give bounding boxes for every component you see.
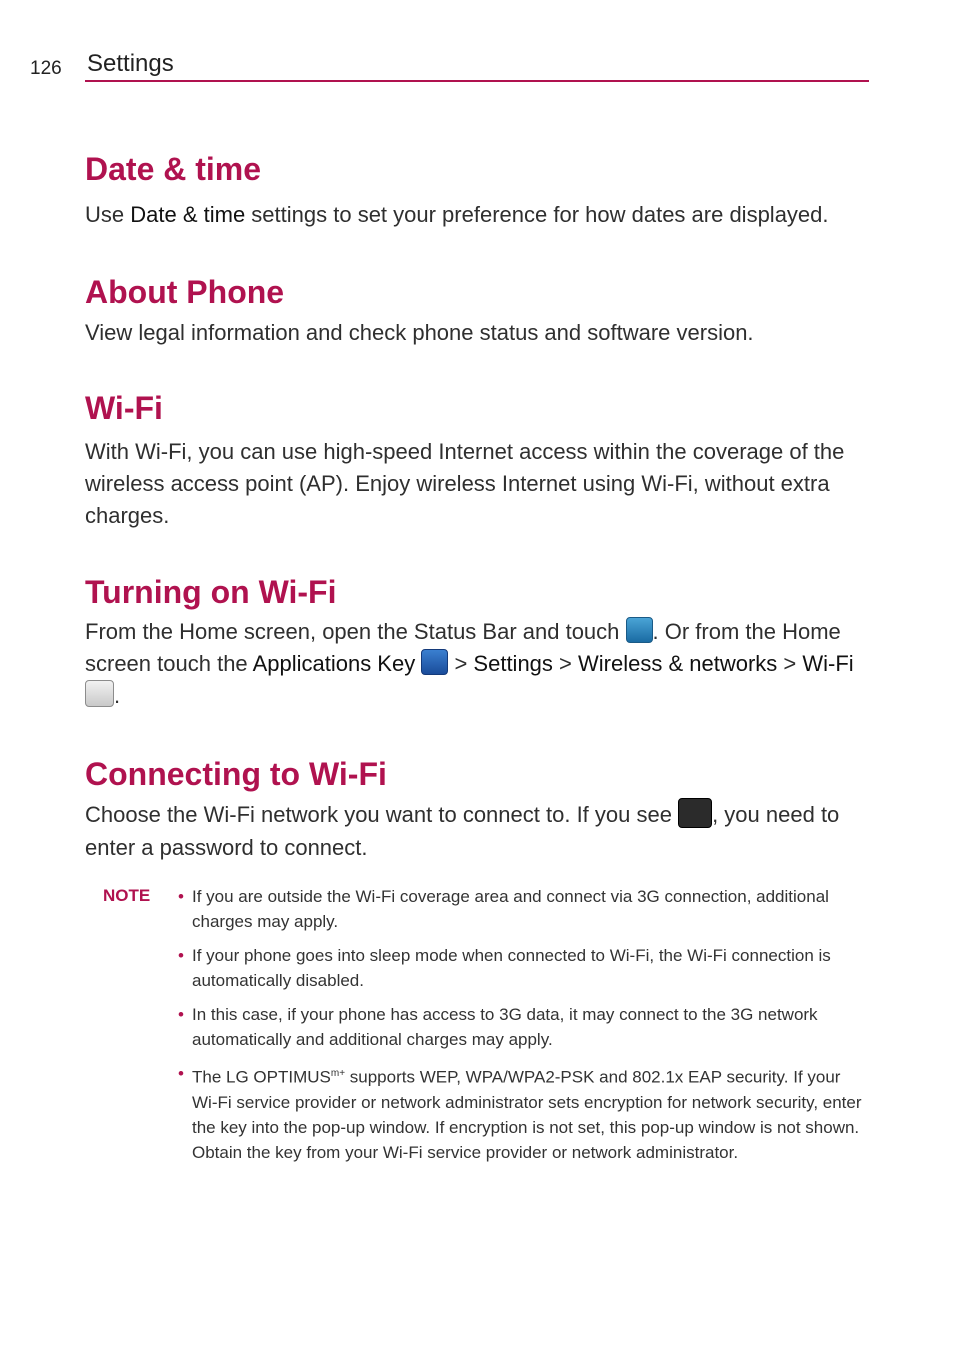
about-phone-body: View legal information and check phone status and software version. xyxy=(85,320,754,345)
date-time-heading: Date & time xyxy=(85,151,262,187)
checkbox-icon xyxy=(85,680,114,707)
section-label: Settings xyxy=(87,50,174,77)
page-number: 126 xyxy=(30,58,62,79)
about-phone-heading: About Phone xyxy=(85,274,285,310)
note-label: NOTE xyxy=(103,886,151,905)
wifi-heading: Wi-Fi xyxy=(85,390,163,426)
turning-on-wifi-heading: Turning on Wi-Fi xyxy=(85,574,337,610)
note-item: • If you are outside the Wi-Fi coverage area and connect via 3G connection, additional charges may apply. xyxy=(178,887,829,931)
date-time-body: Use Date & time settings to set your preference for how dates are displayed. xyxy=(85,202,829,227)
connecting-to-wifi-body: Choose the Wi-Fi network you want to connect to. If you see , you need to enter a password to connect. xyxy=(85,798,869,864)
wifi-body: With Wi-Fi, you can use high-speed Internet access within the coverage of the wireless access point (AP). Enjoy wireless Internet using Wi-Fi, without extra charges. xyxy=(85,439,845,528)
note-item: • If your phone goes into sleep mode when connected to Wi-Fi, the Wi-Fi connection is automatically disabled. xyxy=(178,946,831,990)
page-header xyxy=(30,48,869,82)
applications-key-icon xyxy=(421,649,448,675)
note-block xyxy=(85,884,869,1165)
note-item: • The LG $OPTIMUS^{m+}$ supports WEP, WPA/WPA2-PSK and 802.1x EAP security. If your Wi-Fi service provider or network administrator sets encryption for network security, enter the key into the pop-up window. If encryption is not set, this pop-up window is not shown. Obtain the key from your Wi-Fi service provider or network administrator. xyxy=(178,1064,862,1162)
note-item: • In this case, if your phone has access to 3G data, it may connect to the 3G network automatically and additional charges may apply. xyxy=(178,1005,818,1049)
page-content xyxy=(85,148,869,1174)
wifi-icon xyxy=(626,617,653,643)
secured-wifi-icon xyxy=(678,798,712,828)
header-rule xyxy=(85,80,869,82)
note-list xyxy=(85,884,869,1165)
turning-on-wifi-body: From the Home screen, open the Status Bar and touch . Or from the Home screen touch the Applications Key > Settings > Wireless & networks > Wi-Fi . xyxy=(85,619,854,708)
connecting-to-wifi-heading: Connecting to Wi-Fi xyxy=(85,756,387,792)
